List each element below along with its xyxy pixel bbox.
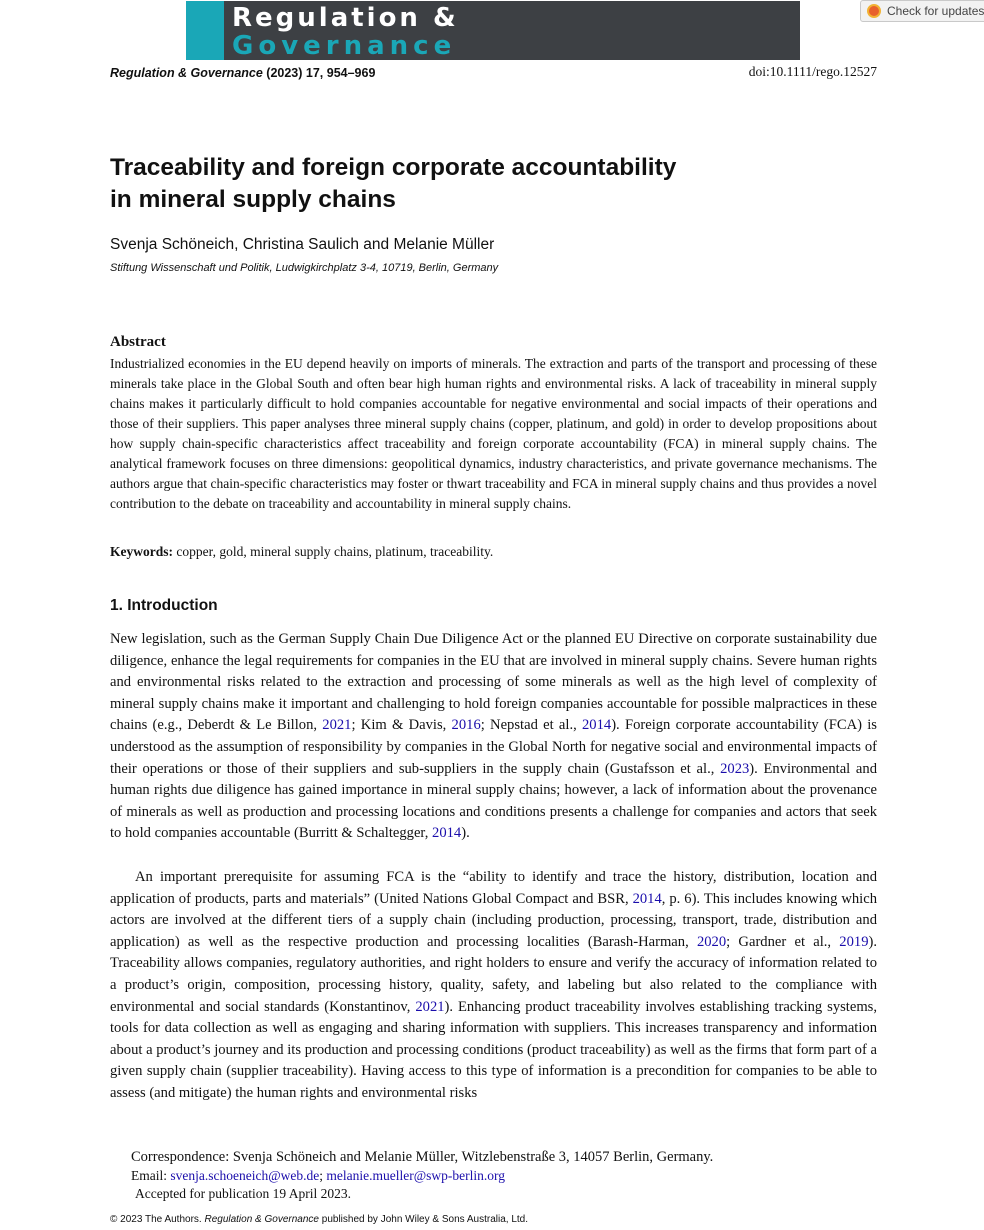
email-link-1[interactable]: svenja.schoeneich@web.de [170,1168,320,1183]
citation-link[interactable]: 2020 [696,933,727,950]
text-run: ; Kim & Davis, [351,717,452,734]
banner-accent [186,1,224,60]
intro-paragraph-1 [110,629,877,845]
copyright-pre: © 2023 The Authors. [110,1214,205,1225]
email-label: Email: [131,1168,171,1183]
keywords-label: Keywords: [110,544,173,559]
citation-link[interactable]: 2021 [415,998,445,1015]
keywords [110,544,493,560]
title-line-2: in mineral supply chains [110,186,396,213]
keywords-list: copper, gold, mineral supply chains, platinum, traceability. [173,544,494,559]
article-title [110,152,810,216]
check-for-updates-button[interactable] [860,0,984,22]
citation-link[interactable]: 2014 [582,717,612,734]
doi[interactable]: doi:10.1111/rego.12527 [748,64,877,79]
title-line-1: Traceability and foreign corporate accountability [110,154,677,181]
citation-volume: (2023) 17, 954–969 [262,66,376,80]
copyright-journal: Regulation & Governance [204,1214,319,1225]
citation-link[interactable]: 2016 [451,717,481,734]
text-run: ; Gardner et al., [726,933,840,950]
journal-name: Regulation & Governance [110,66,263,80]
correspondence-emails [131,1168,505,1184]
copyright-post: published by John Wiley & Sons Australia, Ltd. [319,1214,529,1225]
citation-link[interactable]: 2021 [322,717,352,734]
affiliation: Stiftung Wissenschaft und Politik, Ludwigkirchplatz 3-4, 10719, Berlin, Germany [110,262,499,274]
accepted-date: Accepted for publication 19 April 2023. [135,1186,351,1201]
section-heading-introduction: 1. Introduction [110,597,218,614]
copyright-footer [110,1214,528,1225]
authors: Svenja Schöneich, Christina Saulich and Melanie Müller [110,236,495,253]
intro-paragraph-2 [110,867,877,1105]
text-run: ; Nepstad et al., [480,717,582,734]
email-separator: ; [319,1168,327,1183]
journal-banner [186,1,800,60]
email-link-2[interactable]: melanie.mueller@swp-berlin.org [326,1168,506,1183]
text-run: ). [461,825,470,842]
citation-link[interactable]: 2014 [432,825,462,842]
update-icon [867,4,881,18]
journal-citation [110,66,375,80]
abstract-text: Industrialized economies in the EU depend heavily on imports of minerals. The extraction and parts of the transport and processing of these minerals take place in the Global South and often bear high human rights and environmental risks. A lack of traceability in mineral supply chains makes it particularly difficult to hold companies accountable for negative environmental and social impacts of their operations and those of their suppliers. This paper analyses three mineral supply chains (copper, platinum, and gold) in order to develop propositions about how supply chain-specific characteristics affect traceability and foreign corporate accountability (FCA) in mineral supply chains. The analytical framework focuses on three dimensions: geopolitical dynamics, industry characteristics, and private governance mechanisms. The authors argue that chain-specific characteristics may foster or thwart traceability and FCA in mineral supply chains and thus provides a novel contribution to the debate on traceability and accountability in mineral supply chains. [110,356,877,511]
citation-link[interactable]: 2019 [839,933,869,950]
abstract-heading: Abstract [110,334,166,350]
citation-link[interactable]: 2014 [632,890,662,907]
text-run: ). Environmental and human rights due diligence has gained importance in mineral supply chains; however, a lack of information about the provenance of minerals as well as production and processing locations and conditions presents a challenge for companies and actors that seek to hold companies accountable (Burritt & Schaltegger, [110,760,878,842]
text-run: ). Foreign corporate accountability (FCA) is understood as the assumption of responsibility by companies in the Global North for negative social and environmental impacts of their operations or those of their suppliers and sub-suppliers in the supply chain (Gustafsson et al., [110,717,877,777]
citation-link[interactable]: 2023 [720,760,750,777]
text-run: ). Traceability allows companies, regulatory authorities, and right holders to ensure and verify the accuracy of information related to a product’s origin, composition, processing history, quality, safety, and labeling but also related to the compliance with environmental and social standards (Konstantinov, [110,933,877,1015]
text-run: , p. 6). This includes knowing which actors are involved at the different tiers of a supply chain (including production, processing, transport, trade, distribution and application) as well as the respective production and processing localities (Barash-Harman, [110,890,877,950]
text-run: ). Enhancing product traceability involves establishing tracking systems, tools for data collection as well as engaging and sharing information with suppliers. This increases transparency and information about a product’s journey and its production and processing conditions (product traceability) as well as the firms that form part of a given supply chain (supplier traceability). Having access to this type of information is a precondition for companies to be able to assess (and mitigate) the human rights and environmental risks [110,998,878,1101]
banner-title-line1: Regulation & [232,3,459,33]
text-run: New legislation, such as the German Supply Chain Due Diligence Act or the planned EU Directive on corporate sustainability due diligence, enhance the legal requirements for companies in the EU that are involved in mineral supply chains. Severe human rights and environmental risks related to the extraction and processing of some minerals as well as the high level of complexity of mineral supply chains make it important and challenging to hold foreign companies accountable for possible malpractices in these chains (e.g., Deberdt & Le Billon, [110,631,877,734]
text-run: An important prerequisite for assuming FCA is the “ability to identify and trace the history, distribution, location and application of products, parts and materials” (United Nations Global Compact and BSR, [110,869,877,907]
banner-title-line2: Governance [232,31,457,60]
correspondence: Correspondence: Svenja Schöneich and Melanie Müller, Witzlebenstraße 3, 14057 Berlin, Germany. [131,1149,714,1165]
check-for-updates-label: Check for updates [887,4,984,18]
